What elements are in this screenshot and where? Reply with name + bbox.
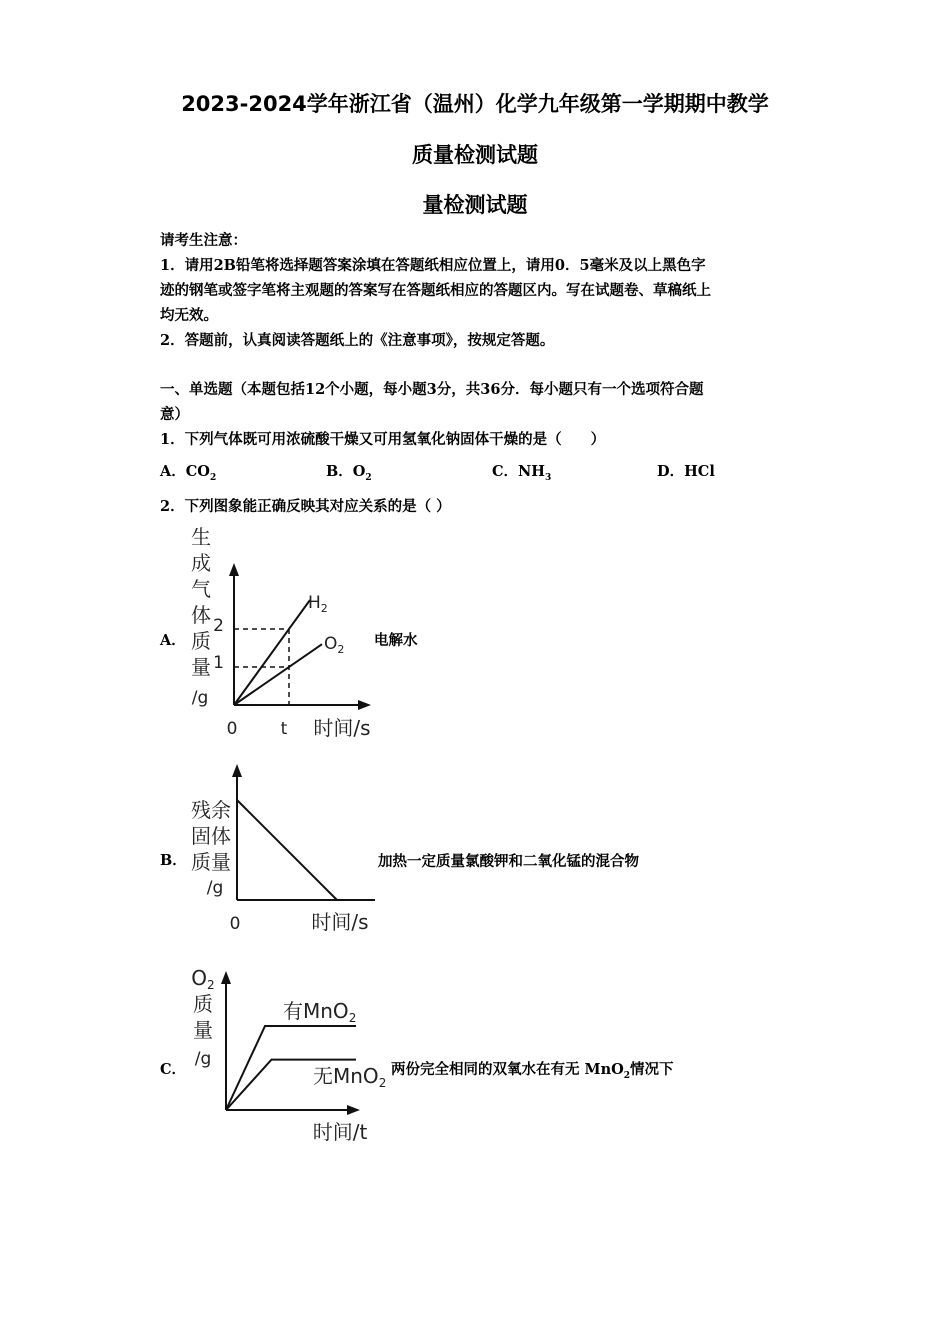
q1-option-b: B．$O_2$: [326, 463, 372, 483]
chart-b-residual-solid: [185, 760, 385, 940]
chart-c-yunit: /g: [194, 1049, 212, 1069]
notice-heading: 请考生注意：: [160, 232, 247, 249]
chart-a-ylabel-char: 气: [191, 577, 211, 601]
q2-a-label: A．: [160, 632, 186, 649]
chart-b-ylabel-line1: 残余: [191, 798, 231, 822]
chart-c-ylabel-line2: 质: [193, 992, 213, 1016]
chart-b-yunit: /g: [206, 878, 224, 898]
chart-a-yunit: /g: [191, 688, 209, 708]
chart-a-ytick-2: 2: [213, 616, 224, 636]
q2-a-caption: 电解水: [374, 632, 418, 649]
chart-b-series-line: [237, 800, 337, 900]
chart-a-xtick-t: t: [280, 719, 288, 739]
chart-a-ylabel-char: 体: [191, 603, 211, 627]
chart-a-ytick-1: 1: [213, 653, 224, 673]
chart-a-x-arrow: [358, 700, 371, 710]
chart-b-xlabel: 时间/s: [311, 910, 369, 934]
chart-c-with-mno2-label: 有MnO$_2$: [283, 999, 357, 1025]
chart-a-h2-line: [234, 600, 310, 705]
doc-title-line1: 2023-2024学年浙江省（温州）化学九年级第一学期期中教学: [181, 92, 769, 116]
chart-a-electrolysis: [182, 527, 382, 742]
chart-b-ylabel-line2: 固体: [191, 824, 231, 848]
chart-a-h2-label: $H_2$: [308, 593, 328, 615]
doc-title-line3: 量检测试题: [422, 193, 528, 217]
chart-b-origin: 0: [229, 914, 241, 934]
chart-a-o2-line: [234, 644, 322, 705]
q1-option-a: A．$CO_2$: [160, 463, 217, 483]
chart-c-ylabel-line3: 量: [193, 1018, 213, 1042]
chart-a-origin: 0: [226, 719, 238, 739]
q2-c-label: C．: [160, 1061, 187, 1078]
doc-title-line2: 质量检测试题: [412, 143, 538, 167]
notice-item1-line2: 迹的钢笔或签字笔将主观题的答案写在答题纸相应的答题区内。写在试题卷、草稿纸上: [160, 282, 711, 299]
notice-item1-line1: 1．请用2B铅笔将选择题答案涂填在答题纸相应位置上，请用0．5毫米及以上黑色字: [160, 257, 706, 274]
notice-item2: 2．答题前，认真阅读答题纸上的《注意事项》，按规定答题。: [160, 332, 555, 349]
section1-heading-line2: 意）: [160, 406, 189, 423]
q2-b-label: B．: [160, 852, 187, 869]
chart-c-y-arrow: [221, 971, 231, 984]
chart-a-y-arrow: [229, 563, 239, 576]
q2-b-caption: 加热一定质量氯酸钾和二氧化锰的混合物: [378, 853, 639, 870]
chart-a-ylabel-char: 成: [191, 551, 211, 575]
chart-a-xlabel: 时间/s: [313, 716, 371, 740]
chart-c-without-mno2-label: 无MnO$_2$: [313, 1064, 387, 1090]
chart-c-ylabel-line1: $O_2$: [191, 966, 215, 992]
q1-option-c: C．$NH_3$: [492, 463, 552, 483]
q2-c-caption: 两份完全相同的双氧水在有无 MnO$_2$情况下: [391, 1061, 674, 1081]
q1-option-d: D．HCl: [657, 463, 715, 480]
chart-c-xlabel: 时间/t: [312, 1120, 368, 1144]
q1-stem: 1．下列气体既可用浓硫酸干燥又可用氢氧化钠固体干燥的是（ ）: [160, 431, 606, 448]
chart-b-y-arrow: [232, 764, 242, 777]
chart-a-ylabel-char: 质: [191, 629, 211, 653]
chart-c-x-arrow: [347, 1105, 360, 1115]
chart-c-peroxide: [185, 966, 385, 1146]
chart-a-ylabel-char: 生: [191, 525, 211, 549]
chart-a-o2-label: $O_2$: [324, 634, 345, 656]
chart-b-ylabel-line3: 质量: [191, 850, 231, 874]
chart-a-ylabel-char: 量: [191, 655, 211, 679]
q2-stem: 2．下列图象能正确反映其对应关系的是（ ）: [160, 498, 451, 515]
notice-item1-line3: 均无效。: [160, 307, 218, 324]
section1-heading-line1: 一、单选题（本题包括12个小题，每小题3分，共36分．每小题只有一个选项符合题: [160, 381, 704, 398]
